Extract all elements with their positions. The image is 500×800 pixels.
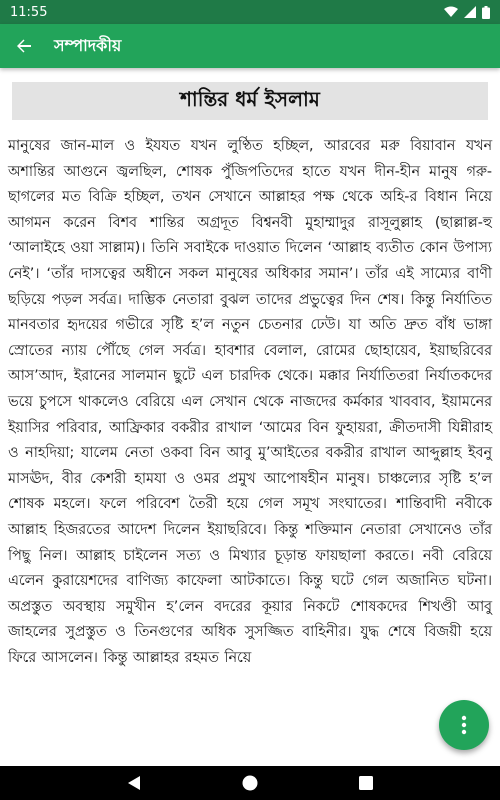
status-bar <box>0 0 500 24</box>
system-nav-bar <box>0 766 500 800</box>
app-bar-title: সম্পাদকীয় <box>54 35 122 55</box>
app-bar <box>0 24 500 68</box>
article-content[interactable] <box>0 68 500 766</box>
nav-recents-button[interactable] <box>354 771 378 795</box>
arrow-left-icon <box>16 38 32 54</box>
nav-back-button[interactable] <box>122 771 146 795</box>
status-icons <box>444 6 490 19</box>
article-body: মানুষের জান-মাল ও ইযযত যখন লুণ্ঠিত হচ্ছিল, আরবের মরু বিয়াবান যখন অশান্তির আগুনে জ্বলছিল, শোষক পুঁজিপতিদের হাতে যখন দীন-হীন মানুষ গরু-ছাগলের মত বিক্রি হচ্ছিল, তখন সেখানে আল্লাহর পক্ষ থেকে অহি-র বিধান নিয়ে আগমন করেন বিশব শান্তির অগ্রদূত বিশ্বনবী মুহাম্মাদুর রাসূলুল্লাহ (ছাল্লাল্ল-হু ‘আলাইহে ওয়া সাল্লাম)। তিনি সবাইকে দাওয়াত দিলেন ‘আল্লাহ ব্যতীত কোন উপাস্য নেই’। ‘তাঁর দাসত্বের অধীনে সকল মানুষের অধিকার সমান’। তাঁর এই সাম্যের বাণী ছড়িয়ে পড়ল সর্বত্র। দাম্ভিক নেতারা বুঝল তাদের প্রভুত্বের দিন শেষ। কিন্তু নির্যাতিত মানবতার হৃদয়ের গভীরে সৃষ্টি হ’ল নতুন চেতনার ঢেউ। যা অতি দ্রুত বাঁধ ভাঙ্গা স্রোতের ন্যায় পৌঁছে গেল সর্বত্র। হাবশার বেলাল, রোমের ছোহায়েব, ইয়াছরিবের আস’আদ, ইরানের সালমান ছুটে এল চারদিক থেকে। মক্কার নির্যাতিতরা নির্যাতকদের ভয়ে চুপসে থাকলেও বেরিয়ে এল সেখান থেকে নাজদের কর্মকার খাববাব, ইয়ামনের ইয়াসির পরিবার, আফ্রিকার বকরীর রাখাল ‘আমের বিন ফুহায়রা, ক্রীতদাসী যিন্নীরাহ ও নাহদিয়া; যালেম নেতা ওকবা বিন আবু মু’আইতের বকরীর রাখাল আব্দুল্লাহ ইবনু মাসঊদ, বীর কেশরী হামযা ও ওমর প্রমুখ আপোষহীন মানুষ। চাঞ্চল্যের সৃষ্টি হ’ল শোষক মহলে। ফলে পরিবেশ তৈরী হয়ে গেল সমূখ সংঘাতের। শান্তিবাদী নবীকে আল্লাহ হিজরতের আদেশ দিলেন ইয়াছরিবে। কিন্তু শক্তিমান নেতারা সেখানেও তাঁর পিছু নিল। আল্লাহ চাইলেন সত্য ও মিথ্যার চূড়ান্ত ফায়ছালা করতে। নবী বেরিয়ে এলেন কুরায়েশদের বাণিজ্য কাফেলা আটকাতে। কিন্তু ঘটে গেল অজানিত ঘটনা। অপ্রস্তুত অবস্থায় সমুখীন হ’লেন বদরের কূয়ার নিকটে শোষকদের শিখণ্ডী আবু জাহলের সুপ্রস্তুত ও তিনগুণের অধিক সুসজ্জিত বাহিনীর। যুদ্ধ শেষে বিজয়ী হয়ে ফিরে আসলেন। কিন্তু আল্লাহর রহমত নিয়ে <box>8 138 492 666</box>
more-vertical-icon <box>461 715 467 735</box>
signal-icon <box>464 6 476 18</box>
recents-square-icon <box>359 776 373 790</box>
status-time: 11:55 <box>10 4 48 20</box>
home-circle-icon <box>242 775 258 791</box>
nav-home-button[interactable] <box>238 771 262 795</box>
back-button[interactable] <box>0 24 48 68</box>
wifi-icon <box>444 6 458 18</box>
article-title: শান্তির ধর্ম ইসলাম <box>180 86 320 111</box>
more-options-fab[interactable] <box>439 700 489 750</box>
article-heading-box <box>12 82 488 120</box>
back-triangle-icon <box>127 775 141 791</box>
battery-icon <box>482 6 490 19</box>
